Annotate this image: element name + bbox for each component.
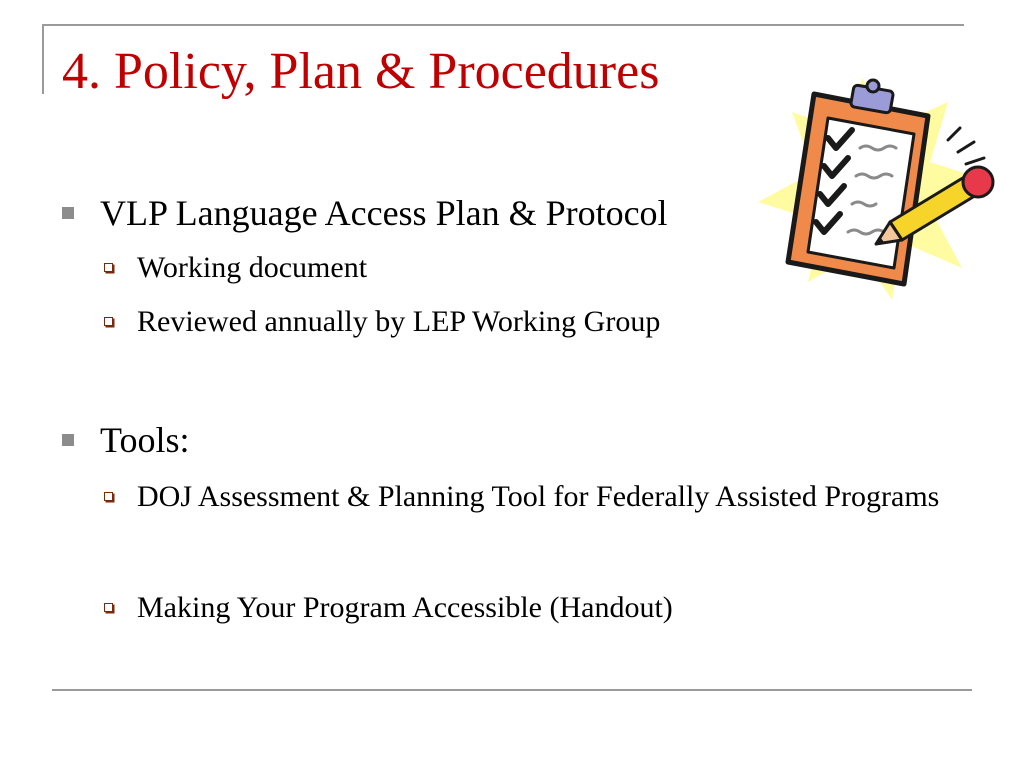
footer-line	[52, 689, 972, 691]
slide-title: 4. Policy, Plan & Procedures	[62, 43, 660, 100]
bullet-text: Tools:	[100, 420, 190, 460]
sub-bullet-text: Working document	[137, 251, 368, 284]
sub-bullet-doj-tool	[137, 475, 967, 519]
sub-bullet-text: DOJ Assessment & Planning Tool for Federally Assisted Programs	[137, 480, 940, 513]
hollow-square-bullet-icon	[104, 603, 113, 612]
hollow-square-bullet-icon	[104, 317, 113, 326]
square-bullet-icon	[62, 434, 74, 446]
hollow-square-bullet-icon	[104, 492, 113, 501]
clipboard-checklist-icon	[752, 72, 1004, 304]
bullet-vlp-plan	[100, 191, 668, 235]
sub-bullet-working-document	[137, 246, 777, 290]
sub-bullet-text: Reviewed annually by LEP Working Group	[137, 305, 661, 338]
sub-bullet-text: Making Your Program Accessible (Handout)	[137, 591, 673, 624]
sub-bullet-reviewed-annually	[137, 300, 777, 344]
bullet-text: VLP Language Access Plan & Protocol	[100, 193, 668, 233]
bullet-tools	[100, 418, 190, 462]
square-bullet-icon	[62, 207, 74, 219]
frame-top-line	[42, 24, 964, 26]
hollow-square-bullet-icon	[104, 263, 113, 272]
frame-left-line	[42, 24, 44, 94]
sub-bullet-making-accessible	[137, 586, 967, 630]
